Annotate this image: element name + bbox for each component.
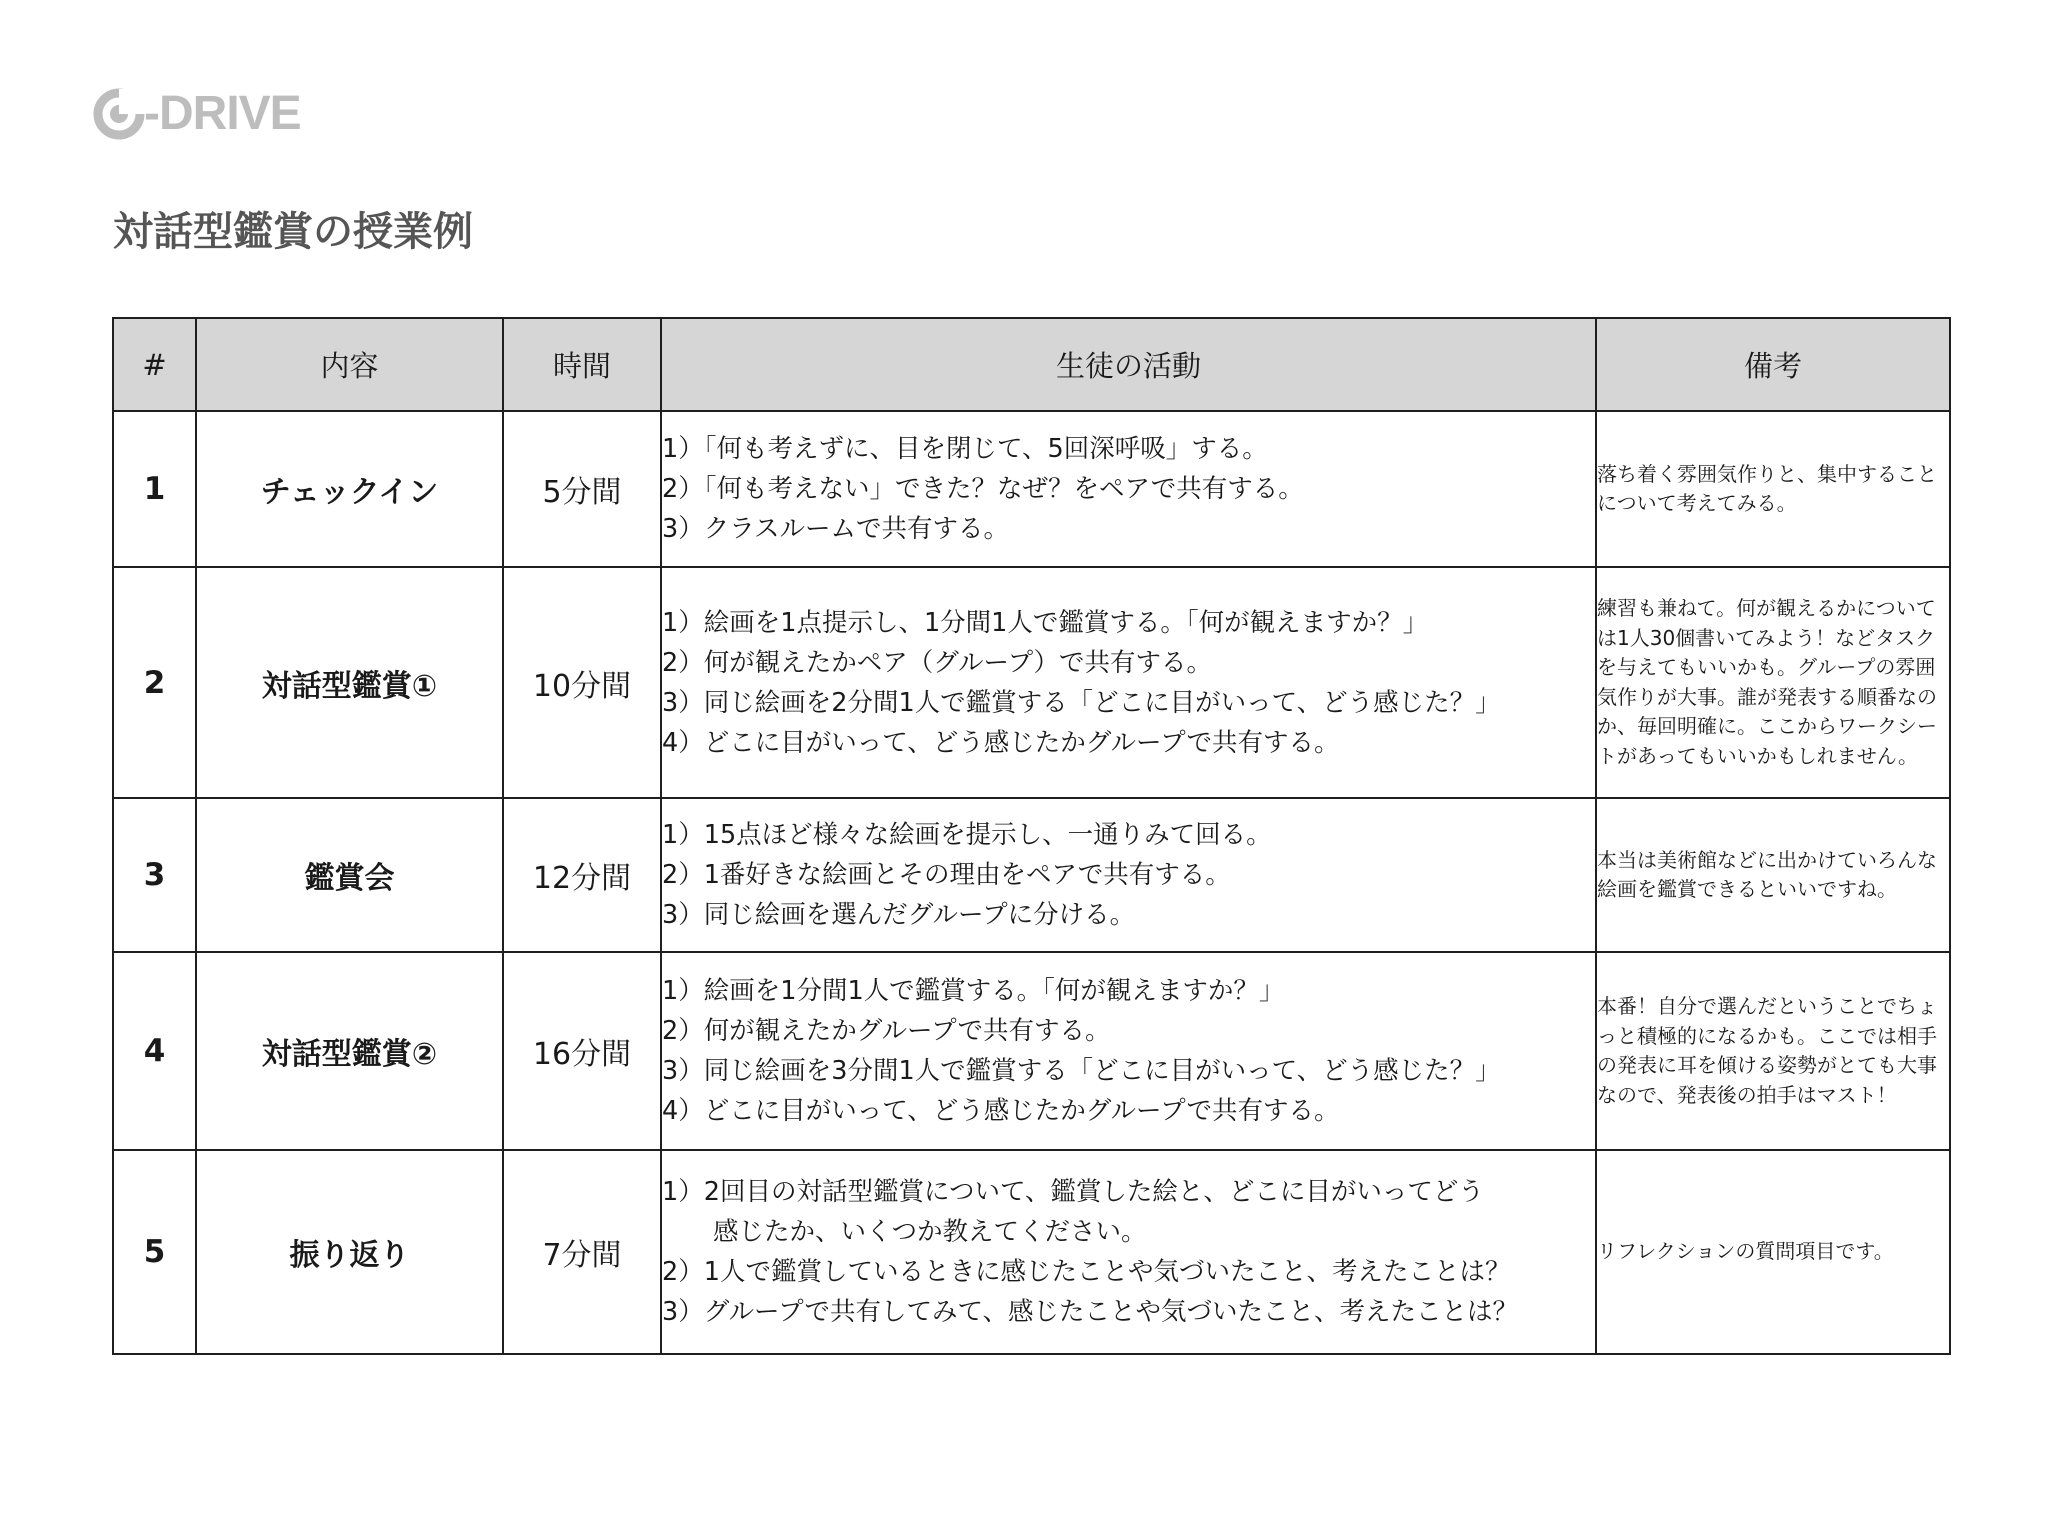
row-number: 5 xyxy=(113,1150,196,1354)
company-logo xyxy=(92,86,301,142)
row-time: 10分間 xyxy=(503,567,661,798)
row-activities xyxy=(661,798,1596,952)
row-content: 対話型鑑賞② xyxy=(196,952,503,1150)
activity-line: 2）「何も考えない」できた？なぜ？をペアで共有する。 xyxy=(662,474,1304,504)
activity-line: 感じたか、いくつか教えてください。 xyxy=(662,1217,1147,1247)
row-note: 本番！自分で選んだということでちょっと積極的になるかも。ここでは相手の発表に耳を傾ける姿勢がとても大事なので、発表後の拍手はマスト！ xyxy=(1596,952,1950,1150)
activity-line: 3）同じ絵画を3分間1人で鑑賞する「どこに目がいって、どう感じた？」 xyxy=(662,1056,1501,1086)
lesson-plan-table xyxy=(112,317,1951,1355)
table-row xyxy=(113,952,1950,1150)
row-number: 3 xyxy=(113,798,196,952)
row-content: 鑑賞会 xyxy=(196,798,503,952)
header-notes: 備考 xyxy=(1596,318,1950,411)
row-content: 対話型鑑賞① xyxy=(196,567,503,798)
logo-ring-icon xyxy=(92,87,146,141)
row-activities xyxy=(661,952,1596,1150)
table-header-row xyxy=(113,318,1950,411)
table-row xyxy=(113,798,1950,952)
activity-line: 4）どこに目がいって、どう感じたかグループで共有する。 xyxy=(662,1096,1340,1126)
header-activities: 生徒の活動 xyxy=(661,318,1596,411)
row-time: 5分間 xyxy=(503,411,661,567)
activity-line: 2）何が観えたかペア（グループ）で共有する。 xyxy=(662,647,1212,678)
table-row xyxy=(113,1150,1950,1354)
row-number: 1 xyxy=(113,411,196,567)
header-content: 内容 xyxy=(196,318,503,411)
header-num: # xyxy=(113,318,196,411)
row-content: チェックイン xyxy=(196,411,503,567)
row-number: 2 xyxy=(113,567,196,798)
activity-line: 1）15点ほど様々な絵画を提示し、一通りみて回る。 xyxy=(662,820,1272,850)
activity-line: 2）何が観えたかグループで共有する。 xyxy=(662,1016,1111,1046)
table-row xyxy=(113,411,1950,567)
row-activities xyxy=(661,567,1596,798)
activity-line: 3）グループで共有してみて、感じたことや気づいたこと、考えたことは？ xyxy=(662,1297,1518,1327)
activity-line: 2）1番好きな絵画とその理由をペアで共有する。 xyxy=(662,860,1231,890)
row-note: リフレクションの質問項目です。 xyxy=(1596,1150,1950,1354)
row-content: 振り返り xyxy=(196,1150,503,1354)
row-time: 12分間 xyxy=(503,798,661,952)
row-note: 落ち着く雰囲気作りと、集中することについて考えてみる。 xyxy=(1596,411,1950,567)
activity-line: 1）絵画を1点提示し、1分間1人で鑑賞する。「何が観えますか？」 xyxy=(662,607,1429,638)
activity-line: 3）同じ絵画を選んだグループに分ける。 xyxy=(662,900,1136,930)
logo-text: -DRIVE xyxy=(144,87,301,140)
activity-line: 4）どこに目がいって、どう感じたかグループで共有する。 xyxy=(662,727,1340,758)
activity-line: 1）絵画を1分間1人で鑑賞する。「何が観えますか？」 xyxy=(662,976,1285,1006)
row-number: 4 xyxy=(113,952,196,1150)
row-time: 7分間 xyxy=(503,1150,661,1354)
activity-line: 2）1人で鑑賞しているときに感じたことや気づいたこと、考えたことは？ xyxy=(662,1257,1511,1287)
row-activities xyxy=(661,1150,1596,1354)
activity-line: 1）2回目の対話型鑑賞について、鑑賞した絵と、どこに目がいってどう xyxy=(662,1177,1484,1207)
row-note: 練習も兼ねて。何が観えるかについては1人30個書いてみよう！などタスクを与えてもいいかも。グループの雰囲気作りが大事。誰が発表する順番なのか、毎回明確に。ここからワークシートがあってもいいかもしれません。 xyxy=(1596,567,1950,798)
activity-line: 3）同じ絵画を2分間1人で鑑賞する「どこに目がいって、どう感じた？」 xyxy=(662,687,1501,718)
row-note: 本当は美術館などに出かけていろんな絵画を鑑賞できるといいですね。 xyxy=(1596,798,1950,952)
row-time: 16分間 xyxy=(503,952,661,1150)
activity-line: 3）クラスルームで共有する。 xyxy=(662,514,1009,544)
table-row xyxy=(113,567,1950,798)
activity-line: 1）「何も考えずに、目を閉じて、5回深呼吸」する。 xyxy=(662,434,1268,464)
page-title: 対話型鑑賞の授業例 xyxy=(113,209,473,255)
row-activities xyxy=(661,411,1596,567)
header-time: 時間 xyxy=(503,318,661,411)
